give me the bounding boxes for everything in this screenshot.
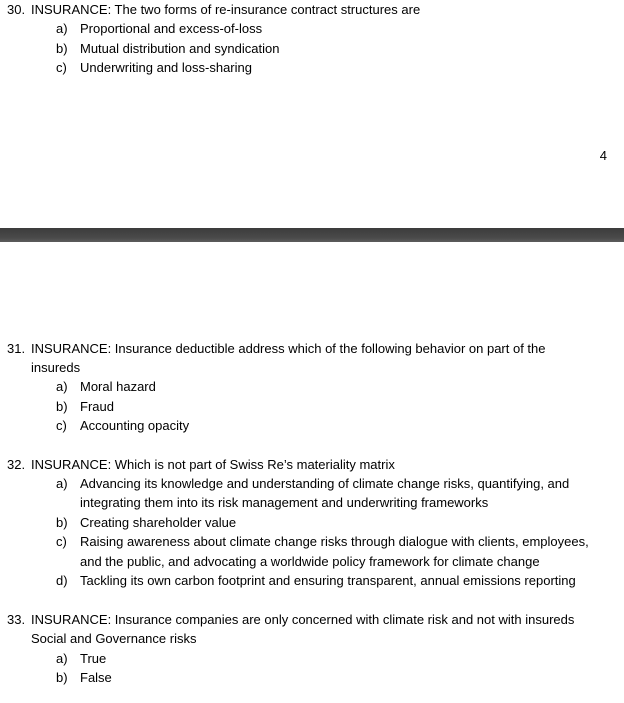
question-text-cont: insureds — [31, 360, 81, 375]
option-text: False — [80, 670, 112, 685]
option-letter: b) — [56, 41, 68, 56]
option-letter: c) — [56, 60, 67, 75]
option-text: Mutual distribution and syndication — [80, 41, 280, 56]
option-letter: c) — [56, 418, 67, 433]
page-divider — [0, 228, 624, 244]
question-text: INSURANCE: The two forms of re-insurance contract structures are — [31, 2, 421, 17]
option-text: True — [80, 651, 107, 666]
option-text: Proportional and excess-of-loss — [80, 21, 263, 36]
page-divider-bar — [0, 228, 624, 242]
option-text: Moral hazard — [80, 379, 156, 394]
option-text: Tackling its own carbon footprint and ensuring transparent, annual emissions reporting — [80, 573, 576, 588]
option-text-cont: integrating them into its risk management and underwriting frameworks — [80, 495, 489, 510]
page-number: 4 — [599, 148, 607, 163]
document-page — [0, 0, 624, 228]
option-text: Underwriting and loss-sharing — [80, 60, 252, 75]
option-letter: d) — [56, 573, 68, 588]
option-letter: c) — [56, 534, 67, 549]
option-text: Accounting opacity — [80, 418, 190, 433]
question-number: 30. — [7, 2, 26, 17]
option-letter: a) — [56, 651, 68, 666]
option-text: Fraud — [80, 399, 114, 414]
option-text: Raising awareness about climate change risks through dialogue with clients, employees, — [80, 534, 589, 549]
question-number: 32. — [7, 457, 26, 472]
option-letter: b) — [56, 399, 68, 414]
question-text: INSURANCE: Insurance deductible address which of the following behavior on part of the — [31, 341, 546, 356]
option-text-cont: and the public, and advocating a worldwide policy framework for climate change — [80, 554, 540, 569]
document-page — [0, 244, 624, 703]
question-number: 33. — [7, 612, 26, 627]
question-text: INSURANCE: Insurance companies are only concerned with climate risk and not with insureds — [31, 612, 575, 627]
option-letter: a) — [56, 379, 68, 394]
option-text: Advancing its knowledge and understanding of climate change risks, quantifying, and — [80, 476, 570, 491]
option-text: Creating shareholder value — [80, 515, 237, 530]
question-text: INSURANCE: Which is not part of Swiss Re’s materiality matrix — [31, 457, 395, 472]
option-letter: b) — [56, 670, 68, 685]
question-text-cont: Social and Governance risks — [31, 631, 197, 646]
question-number: 31. — [7, 341, 26, 356]
option-letter: a) — [56, 21, 68, 36]
option-letter: b) — [56, 515, 68, 530]
option-letter: a) — [56, 476, 68, 491]
